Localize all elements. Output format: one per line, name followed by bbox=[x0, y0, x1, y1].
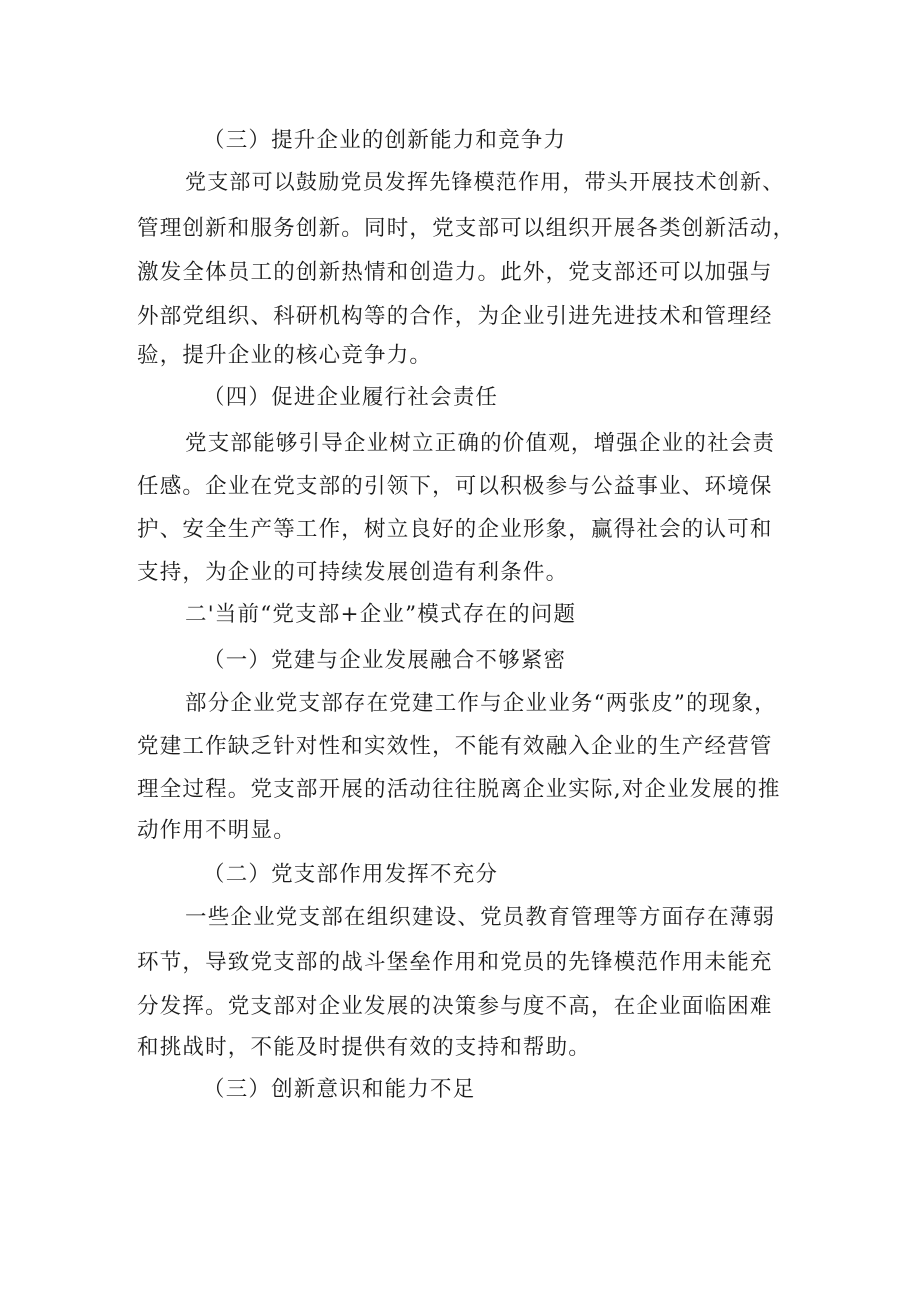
paragraph-line: 一些企业党支部在组织建设、党员教育管理等方面存在薄弱 bbox=[185, 905, 776, 930]
paragraph-line: 验，提升企业的核心竞争力。 bbox=[137, 343, 433, 368]
paragraph-line: 分发挥。党支部对企业发展的决策参与度不高，在企业面临困难 bbox=[137, 994, 773, 1019]
section-heading: 二'当前“党支部+企业”模式存在的问题 bbox=[185, 602, 577, 627]
paragraph-line: 和挑战时，不能及时提供有效的支持和帮助。 bbox=[137, 1035, 592, 1060]
paragraph-line: 外部党组织、科研机构等的合作，为企业引进先进技术和管理经 bbox=[137, 304, 773, 329]
paragraph-line: 环节，导致党支部的战斗堡垒作用和党员的先锋模范作用未能充 bbox=[137, 950, 773, 975]
paragraph-line: 激发全体员工的创新热情和创造力。此外，党支部还可以加强与 bbox=[137, 260, 773, 285]
paragraph-line: 理全过程。党支部开展的活动往往脱离企业实际,对企业发展的推 bbox=[137, 777, 781, 802]
paragraph-line: 党支部可以鼓励党员发挥先锋模范作用，带头开展技术创新、 bbox=[185, 170, 785, 194]
paragraph-line: 护、安全生产等工作，树立良好的企业形象，赢得社会的认可和 bbox=[137, 517, 773, 542]
paragraph-line: 部分企业党支部存在党建工作与企业业务“两张皮”的现象， bbox=[185, 691, 777, 716]
paragraph-line: 支持，为企业的可持续发展创造有利条件。 bbox=[137, 560, 569, 585]
paragraph-line: 党建工作缺乏针对性和实效性，不能有效融入企业的生产经营管 bbox=[137, 734, 773, 759]
subsection-heading: （二）党支部作用发挥不充分 bbox=[203, 862, 499, 887]
subsection-heading: （三）提升企业的创新能力和竞争力 bbox=[203, 128, 567, 153]
paragraph-line: 管理创新和服务创新。同时，党支部可以组织开展各类创新活动， bbox=[137, 216, 796, 241]
subsection-heading: （一）党建与企业发展融合不够紧密 bbox=[203, 648, 567, 673]
subsection-heading: （三）创新意识和能力不足 bbox=[203, 1077, 476, 1102]
subsection-heading: （四）促进企业履行社会责任 bbox=[203, 385, 499, 410]
paragraph-line: 动作用不明显。 bbox=[137, 818, 296, 843]
paragraph-line: 党支部能够引导企业树立正确的价值观，增强企业的社会责 bbox=[185, 431, 776, 456]
paragraph-line: 任感。企业在党支部的引领下，可以积极参与公益事业、环境保 bbox=[137, 474, 773, 499]
